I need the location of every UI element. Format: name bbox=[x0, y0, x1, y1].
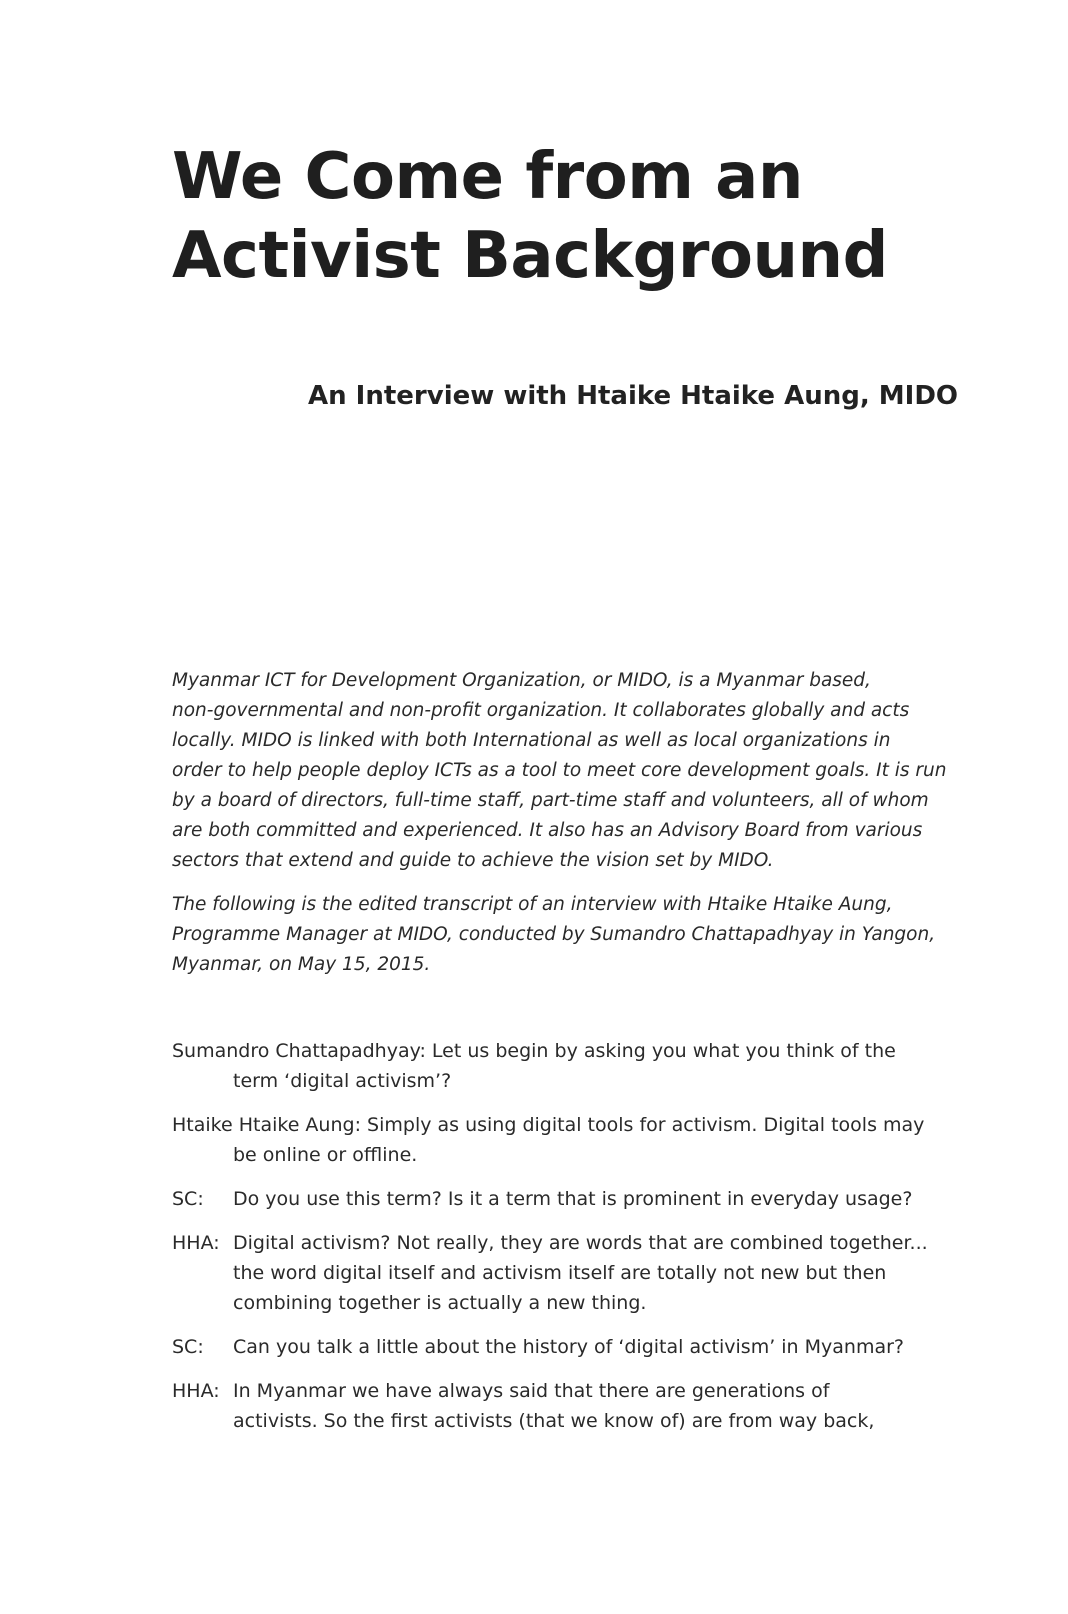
dialogue-text: Do you use this term? Is it a term that is prominent in everyday usage? bbox=[233, 1188, 913, 1210]
dialogue-text: combining together is actually a new thing. bbox=[233, 1292, 647, 1314]
chapter-title bbox=[172, 138, 888, 296]
dialogue-text: term ‘digital activism’? bbox=[233, 1070, 452, 1092]
intro-line: The following is the edited transcript of an interview with Htaike Htaike Aung, bbox=[172, 894, 893, 915]
chapter-title-line-1: We Come from an bbox=[172, 140, 803, 214]
dialogue-body bbox=[233, 1184, 932, 1214]
speaker-initials: SC: bbox=[172, 1336, 204, 1358]
dialogue-first-line bbox=[172, 1036, 932, 1066]
speaker-name: Htaike Htaike Aung: bbox=[172, 1114, 361, 1136]
speaker-name: Sumandro Chattapadhyay: bbox=[172, 1040, 426, 1062]
speaker-initials: HHA: bbox=[172, 1232, 220, 1254]
dialogue-text: the word digital itself and activism itself are totally not new but then bbox=[233, 1262, 887, 1284]
chapter-title-line-2: Activist Background bbox=[172, 219, 888, 293]
dialogue-text: Let us begin by asking you what you think of the bbox=[431, 1040, 896, 1062]
dialogue-turn bbox=[172, 1228, 932, 1318]
dialogue-text: In Myanmar we have always said that there are generations of bbox=[233, 1380, 830, 1402]
intro-line: are both committed and experienced. It also has an Advisory Board from various bbox=[172, 820, 923, 841]
dialogue-text: be online or offline. bbox=[233, 1144, 418, 1166]
intro-paragraph-2 bbox=[172, 890, 936, 980]
speaker-initials: HHA: bbox=[172, 1380, 220, 1402]
dialogue-body bbox=[233, 1332, 932, 1362]
intro-line: Programme Manager at MIDO, conducted by Sumandro Chattapadhyay in Yangon, bbox=[172, 924, 936, 945]
dialogue-turn bbox=[172, 1036, 932, 1096]
intro-line: Myanmar ICT for Development Organization, or MIDO, is a Myanmar based, bbox=[172, 670, 871, 691]
interview-transcript bbox=[172, 1036, 932, 1450]
intro-line: non-governmental and non-profit organization. It collaborates globally and acts bbox=[172, 700, 910, 721]
dialogue-text: Can you talk a little about the history of ‘digital activism’ in Myanmar? bbox=[233, 1336, 905, 1358]
intro-line: locally. MIDO is linked with both International as well as local organizations in bbox=[172, 730, 891, 751]
intro-paragraph-1 bbox=[172, 666, 947, 876]
dialogue-turn bbox=[172, 1376, 932, 1436]
dialogue-text: Digital activism? Not really, they are words that are combined together... bbox=[233, 1232, 928, 1254]
dialogue-turn bbox=[172, 1332, 932, 1362]
dialogue-turn bbox=[172, 1184, 932, 1214]
chapter-subtitle: An Interview with Htaike Htaike Aung, MIDO bbox=[308, 381, 958, 411]
dialogue-body bbox=[233, 1376, 932, 1436]
speaker-initials: SC: bbox=[172, 1188, 204, 1210]
dialogue-body bbox=[233, 1228, 932, 1318]
dialogue-text: activists. So the first activists (that we know of) are from way back, bbox=[233, 1410, 875, 1432]
dialogue-turn bbox=[172, 1110, 932, 1170]
intro-line: by a board of directors, full-time staff, part-time staff and volunteers, all of whom bbox=[172, 790, 929, 811]
intro-line: sectors that extend and guide to achieve the vision set by MIDO. bbox=[172, 850, 774, 871]
dialogue-text: Simply as using digital tools for activism. Digital tools may bbox=[367, 1114, 925, 1136]
intro-line: Myanmar, on May 15, 2015. bbox=[172, 954, 431, 975]
intro-line: order to help people deploy ICTs as a tool to meet core development goals. It is run bbox=[172, 760, 947, 781]
introduction bbox=[172, 666, 947, 980]
dialogue-first-line bbox=[172, 1110, 932, 1140]
